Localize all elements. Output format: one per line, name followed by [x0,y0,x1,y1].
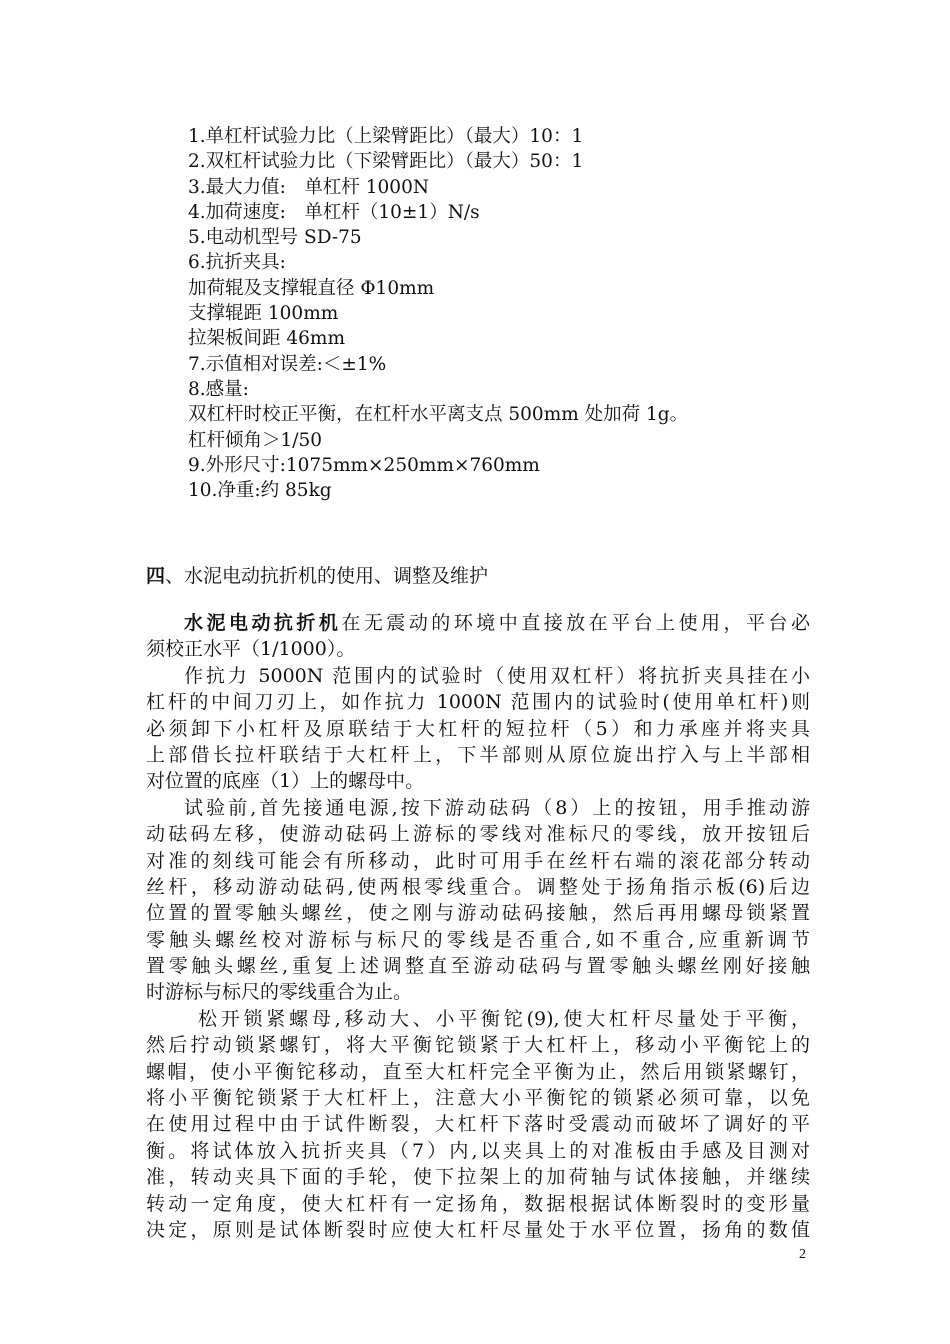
paragraph-line: 作抗力 5000N 范围内的试验时（使用双杠杆）将抗折夹具挂在小 [184,664,810,687]
paragraph-line [146,610,810,636]
section-title: 、水泥电动抗折机的使用、调整及维护 [165,565,489,587]
paragraph-line: 动砝码左移，使游动砝码上游标的零线对准标尺的零线，放开按钮后 [146,823,810,846]
spec-item: 3.最大力值: 单杠杆 1000N [188,176,430,198]
paragraph-line: 然后拧动锁紧螺钉，将大平衡铊锁紧于大杠杆上，移动小平衡铊上的 [146,1034,810,1057]
paragraph-line: 将小平衡铊锁紧于大杠杆上，注意大小平衡铊的锁紧必须可靠，以免 [146,1087,810,1110]
paragraph-line: 须校正水平（1/1000）。 [146,638,356,661]
paragraph-line: 准，转动夹具下面的手轮，使下拉架上的加荷轴与试体接触，并继续 [146,1166,810,1189]
spec-item: 支撑辊距 100mm [188,303,339,325]
paragraph-line: 松开锁紧螺母,移动大、小平衡铊(9),使大杠杆尽量处于平衡， [198,1007,810,1030]
paragraph-line: 丝杆，移动游动砝码,使两根零线重合。调整处于扬角指示板(6)后边 [146,875,810,898]
product-name: 水泥电动抗折机 [184,612,342,634]
paragraph-line: 在使用过程中由于试件断裂，大杠杆下落时受震动而破坏了调好的平 [146,1113,810,1136]
spec-item: 拉架板间距 46mm [188,328,346,350]
spec-item: 4.加荷速度: 单杠杆（10±1）N/s [188,201,480,223]
body-text [146,610,810,1243]
paragraph-line: 对准的刻线可能会有所移动，此时可用手在丝杆右端的滚花部分转动 [146,849,810,872]
paragraph-line: 必须卸下小杠杆及原联结于大杠杆的短拉杆（5）和力承座并将夹具 [146,717,810,740]
spec-item: 10.净重:约 85kg [188,480,332,502]
spec-item: 杠杆倾角＞1/50 [188,429,323,451]
spec-item: 1.单杠杆试验力比（上梁臂距比）（最大）10：1 [188,126,584,147]
paragraph-line: 位置的置零触头螺丝，使之刚与游动砝码接触，然后再用螺母锁紧置 [146,902,810,925]
paragraph-line: 置零触头螺丝,重复上述调整直至游动砝码与置零触头螺丝刚好接触 [146,955,810,978]
page-number: 2 [799,1247,806,1262]
spec-item: 2.双杠杆试验力比（下梁臂距比）（最大）50：1 [188,151,584,173]
spec-item: 9.外形尺寸:1075mm×250mm×760mm [188,454,540,476]
paragraph-line: 上部借长拉杆联结于大杠杆上，下半部则从原位旋出拧入与上半部相 [146,743,810,766]
paragraph-line: 转动一定角度，使大杠杆有一定扬角，数据根据试体断裂时的变形量 [146,1192,810,1215]
spec-list [188,124,808,503]
paragraph-line: 决定，原则是试体断裂时应使大杠杆尽量处于水平位置，扬角的数值 [146,1218,810,1241]
spec-item: 7.示值相对误差:＜±1% [188,353,387,375]
spec-item: 加荷辊及支撑辊直径 Φ10mm [188,277,435,299]
spec-item: 6.抗折夹具: [188,252,286,274]
section-number: 四 [146,565,166,587]
spec-item: 5.电动机型号 SD-75 [188,227,362,249]
paragraph-text: 在无震动的环境中直接放在平台上使用，平台必 [341,612,810,634]
paragraph-line: 试验前,首先接通电源,按下游动砝码（8）上的按钮，用手推动游 [184,796,810,819]
paragraph-line: 衡。将试体放入抗折夹具（7）内,以夹具上的对准板由手感及目测对 [146,1139,810,1162]
paragraph-line: 杠杆的中间刀刃上，如作抗力 1000N 范围内的试验时(使用单杠杆)则 [146,691,810,714]
spec-item: 8.感量: [188,378,249,400]
paragraph-line: 零触头螺丝校对游标与标尺的零线是否重合,如不重合,应重新调节 [146,928,810,951]
section-heading [146,563,488,589]
paragraph-line: 时游标与标尺的零线重合为止。 [146,981,413,1004]
spec-item: 双杠杆时校正平衡，在杠杆水平离支点 500mm 处加荷 1g。 [188,404,689,426]
paragraph-line: 螺帽，使小平衡铊移动，直至大杠杆完全平衡为止，然后用锁紧螺钉， [146,1060,810,1083]
paragraph-line: 对位置的底座（1）上的螺母中。 [146,770,425,793]
